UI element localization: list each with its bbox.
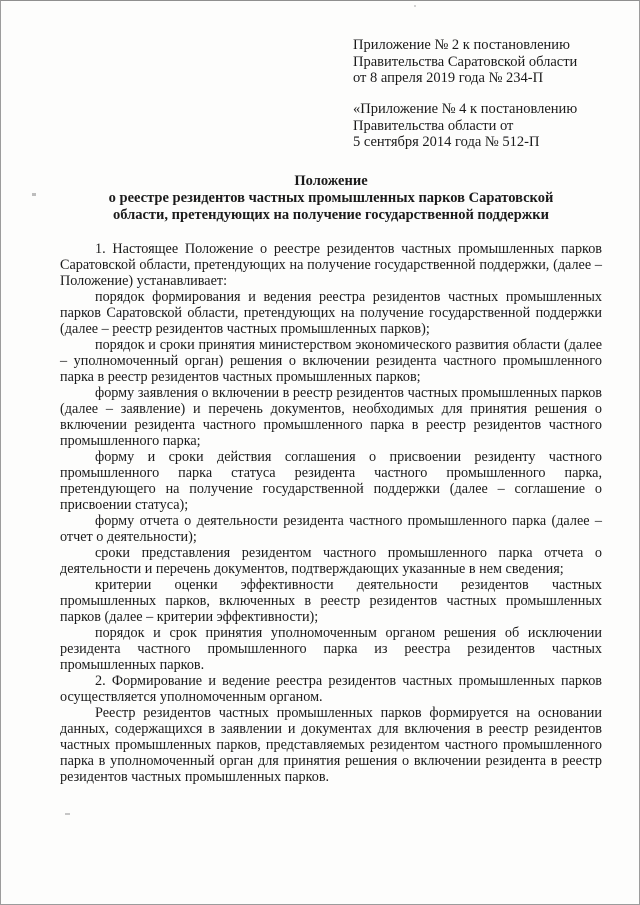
- paragraph: 2. Формирование и ведение реестра резидентов частных промышленных парков осуществляется уполномоченным органом.: [60, 673, 602, 705]
- paragraph: порядок и сроки принятия министерством экономического развития области (далее – уполномоченный орган) решения о включении резидента частного промышленного парка в реестр резидентов частных промышленных парков;: [60, 337, 602, 385]
- appendix-reference-line: Правительства Саратовской области: [353, 53, 578, 70]
- appendix-reference-line: от 8 апреля 2019 года № 234-П: [353, 70, 544, 86]
- scan-speck: [414, 5, 416, 7]
- paragraph: порядок формирования и ведения реестра резидентов частных промышленных парков Саратовской области, претендующих на получение государственной поддержки (далее – реестр резидентов частных промышленных парков);: [60, 289, 602, 337]
- document-title-line: Положение: [294, 173, 368, 189]
- appendix-reference-line: 5 сентября 2014 года № 512-П: [353, 134, 540, 150]
- document-title-line: области, претендующих на получение государственной поддержки: [112, 207, 550, 223]
- appendix-reference-block-2: [353, 101, 613, 151]
- paragraph: критерии оценки эффективности деятельности резидентов частных промышленных парков, включенных в реестр резидентов частных промышленных парков (далее – критерии эффективности);: [60, 577, 602, 625]
- paragraph: форму отчета о деятельности резидента частного промышленного парка (далее – отчет о деятельности);: [60, 513, 602, 545]
- paragraph: Реестр резидентов частных промышленных парков формируется на основании данных, содержащихся в заявлении и документах для включения в реестр резидентов частных промышленных парков, представляемых резидентом частного промышленного парка в уполномоченный орган для принятия решения о включении резидента в реестр резидентов частных промышленных парков.: [60, 705, 602, 785]
- document-title-line: о реестре резидентов частных промышленных парков Саратовской: [108, 190, 554, 206]
- scan-speck: [65, 813, 70, 815]
- paragraph: 1. Настоящее Положение о реестре резидентов частных промышленных парков Саратовской области, претендующих на получение государственной поддержки, (далее – Положение) устанавливает:: [60, 241, 602, 289]
- appendix-reference-line: «Приложение № 4 к постановлению: [353, 101, 578, 117]
- paragraph: сроки представления резидентом частного промышленного парка отчета о деятельности и перечень документов, подтверждающих указанные в нем сведения;: [60, 545, 602, 577]
- appendix-reference-line: Правительства области от: [353, 117, 514, 134]
- document-body: [60, 241, 602, 785]
- paragraph: форму и сроки действия соглашения о присвоении резиденту частного промышленного парка статуса резидента частного промышленного парка, претендующего на получение государственной поддержки (далее – соглашение о присвоении статуса);: [60, 449, 602, 513]
- appendix-reference-block-1: [353, 37, 613, 87]
- document-title: [60, 173, 602, 224]
- appendix-reference-line: Приложение № 2 к постановлению: [353, 37, 570, 53]
- paragraph: форму заявления о включении в реестр резидентов частных промышленных парков (далее – заявление) и перечень документов, необходимых для принятия решения о включении резидента частного промышленного парка в реестр резидентов частного промышленного парка;: [60, 385, 602, 449]
- scan-speck: [32, 193, 36, 196]
- paragraph: порядок и срок принятия уполномоченным органом решения об исключении резидента частного промышленного парка из реестра резидентов частных промышленных парков.: [60, 625, 602, 673]
